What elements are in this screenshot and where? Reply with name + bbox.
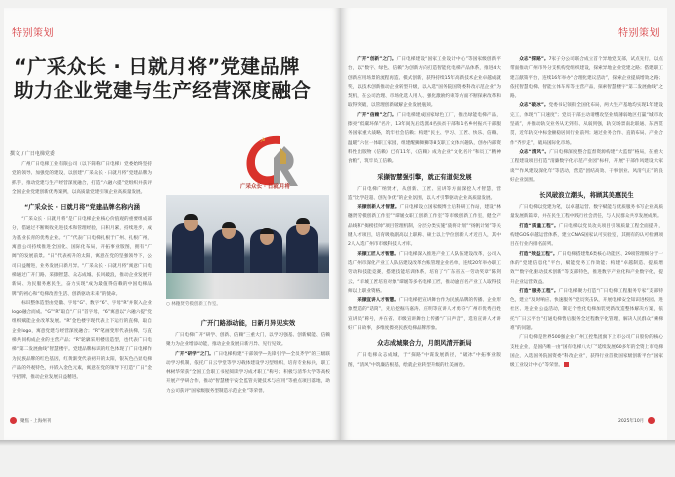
article-title [14, 55, 311, 103]
right-column-1: 广开“创新”之门。广日电梯建设“国家工业设计中心”等国家级创新平台，以“数字、绿色、信赖”为创新方向打造智能化电梯产品体系，推进4大创新应用场景的流程再造、模式创新，获得持续15年高新技术企业卓越成就奖，以技术创新推动企业转型升级，以入选“国务院国资委科改示范企业”为契机，在公司治理、市场化选人用人、强化激励约束等方面不断探索改革和取得突破，以管理创新破解企业发展瓶颈。 广开“信赖”之门。广日电梯建成国家绿色工厂，推出绿能电梯产品，擦亮“低碳环保”名片，13年间先后选派4名扶贫干部和1名乡村振兴干部服务国家重大战略，筑牢社会信赖；构建“民主、学习、工匠、快乐、信赖、温暖”六位一体职工家园，组建醒狮舞狮等8支职工文体兴趣队，创办内部资料性出版物《信赖》已有11年，《信赖》成为企业“文化名片”和员工“精神食粮”，筑牢员工信赖。 采撷智慧强引擎，就正有道促发展 广日电梯广纳贤才，从创新、工匠、宣讲等方面深挖人才智慧，营造“比学赶超、创先争优”的企业氛围，以人才引擎驱动企业高质量发展。 采撷创新人才智慧。广日电梯设立国家级博士后科研工作站，建设“林穗贤劳模创新工作室”“谭媛女职工创新工作室”等市级创新工作室，健全产品线和“揭榜挂帅”项目管理机制，分层分类实施“骁将计划”“扬帆计划”等关键人才项目，培育吸收副高以上职称、硕士以上学位创新人才近百人，其中2人入选广州市市级科技人才库。 采撷工匠人才智慧。广日电梯深入推进产业工人队伍建设改革，公司入选广州市深化产业工人队伍建设改革台账管理企业名单，连续20年举办职工劳动和技能竞赛，搭建技能培训体系，培育了“广东省五一劳动奖章”陈剑云、“羊城工匠培育对象”谭媛等多名电梯工匠，推动逾百名产业工人取得技师以上职业资格。 采撷宣讲人才智慧。广日电梯把宣讲舞台作为民族品牌的传播、企业形象塑造的“话筒”，先后挖掘马嘉涛、庄明等宣讲人才勇夺“广州市优秀百姓宣讲员”称号，并在省、市级宣讲舞台上传播“广日声音”，选育宣讲人才讲好广日故事，多维度擦亮民族电梯品牌形象。 众志成城聚合力，月朗风清开新局 广日电梯众志成城，于“探路”中谋发展新径，“破冰”中拓事业版图，“清风”中筑廉洁根基，绘就企业转型升级的壮美画卷。 [348, 57, 501, 368]
workshop-photo [166, 195, 329, 299]
section-heading: 采撷智慧强引擎，就正有道促发展 [377, 173, 472, 181]
footer-date: 2025年10月 [618, 419, 645, 424]
intro-paragraph: 广州广日电梯工业有限公司（以下简称广日电梯）党委始终坚持党的领导、加强党的建设，以创建“广采众长 · 日就月将”党建品牌为抓手，推动党建与生产经营深度融合，打造“六融六提”党组织并获评全国企业党建创新优秀案例，以高质量党建引领企业高质量发展。 [12, 162, 152, 195]
photo-caption: ○ 林穗贤劳模创新工作室。 [166, 302, 221, 307]
paragraph: 广开“研学”之门。广日电梯构建“干部领学—先锋引学—全员齐学”的三级联动学习机制，依托广日云学堂等学习载体建设学习型组织，培育专业标兵，职工林树华荣获“全国工会职工书屋阅读学习成才职工”称号；积极与清华大学等高校开展产学研合作，推动“智慧楼宇安全监管关键技术与应用”等重点项目落地，助力公司获评“国家级服务型制造示范企业”等荣誉。 [166, 351, 330, 394]
byline: 撰文 / 广日电梯党委 [10, 151, 55, 157]
title-line-2: 助力企业党建与生产经营深度融合 [14, 79, 312, 102]
section-heading: 长风破浪立潮头，将顾其美惠民生 [539, 192, 634, 200]
section-heading: “广采众长 · 日就月将”党建品牌名称内涵 [24, 204, 140, 212]
right-column-2: 众志“探路”。7家子分公司联合成立首个异地党支部，试点先行，以点带面推动广州市外分支机构党组织建设，探索异地企业党建之路；搭建职工建言献策平台，连续16年举办“合理化建议活动”，探索企业提质增效之路；依托智慧电梯、智能立体车库等主营产品，探索智慧楼宇“第二发展曲线”之路。 众志“破冰”。党委书记领衔全国化布局，两大生产基地均实现1年建设完工，体现“广日速度”；党员干部主动请缨攻坚业绩薄弱地区打赢“城市攻坚战”，并推动轨交业务从无到有、从弱到强，轨交场景南北联通、东西贯贯，近年轨交中标金额稳居同行业前列；通过业务合作、直销布局、产业合作“齐步走”，破局国际化市场。 众志“清风”。广日电梯深度整合监督资源构建“大监督”格局，在重大工程建设项目打造“清廉数字化示范产业园”标杆，开展“干部作风建设大家谈”“作风建设深化年”等活动，营造“团结高效、干事创业、风清气正”的良好企业氛围。 长风破浪立潮头，将顾其美惠民生 广日电梯以党建为笔，以卓越运营、数字赋能与优质服务书写企业高质量发展新篇章，并在民生工程中践行社会责任，与人民群众共享发展成果。 打造“质量工程”。广日电梯以党员攻关项目引领质量工程全面提升，构建GOS卓越运营体系，建立CNAS国家认可实验室，其拥有的认可检测项目在行业内排名前列。 打造“效益工程”。广日电梯搭建集6类核心功能区、29项管理细分于一体的“党建信息化”平台，赋能党务工作效能；构建“卓越制造、提质增效”“数字化驱动技术创新”等支部特色，推进数字产业化和产业数字化，提升企业运营效益。 打造“服务工程”。广日电梯聚力打造“广日电梯工程服务专家”支部特色，建立“及时响应、快速服务”党员突击队，开展电梯安全知识进校园、进社区、进企业公益活动，制定个性化电梯加装更新改造整体解决方案，依托“广日云平台”打通电梯售后服务全过程数字化管理，解决人民群众“乘梯难”的问题。 广日电梯是世界500强企业广州工控集团旗下上市公司广日股份的核心支柱企业，是国内唯一由“国有电梯八大厂”延续发展60多年的全资上市电梯国企，入选国务院国资委“科改企业”，获得行业首批国家级创新平台“国家级工业设计中心”等荣誉。 [510, 57, 664, 369]
paragraph: 广日电梯广开“研学、创新、信赖”三重大门，以学习强基、创新赋能、信赖聚力为企业增添动能，推动企业发展日新月异、见行见效。 [166, 333, 330, 348]
title-line-1: “广采众长 · 日就月将”党建品牌 [14, 55, 300, 78]
section-heading: 众志成城聚合力，月朗风清开新局 [377, 340, 472, 348]
left-column-1 [12, 160, 152, 383]
page-shadow [0, 440, 675, 446]
footer-dot-icon [648, 417, 655, 424]
logo-caption: 广采众长 · 日就月将 [240, 184, 290, 190]
end-mark-icon [564, 362, 569, 367]
footer-left: 聚焦 · 上海州刊 [20, 419, 52, 424]
footer-dot-icon [10, 417, 17, 424]
paragraph: 标识整体造型由党徽、字母“G”、数字“6”、字母“R”并嵌入企业logo融合而成。“G”“R”取自“广日”首字母，“6”寓意以“六融六提”党组织赋能企业改革发展。“R”金色楼宇现代表上下运行的直梯，取自企业logo，寓意党建与经营深度融合；“R”笔画变形代表扶梯，与直梯共同构成企业的主营产品；“R”轮廓采用楼房造型，也代表广日电梯“第二发展曲线”智慧楼宇。党建品牌标识的红色体现了广日电梯作为民族品牌的红色基因，红黄渐变代表初升的太阳，银灰色凸显电梯产品的外观特色，并嵌入金色元素，寓意在党的领导下打造“广日”金字招牌，推动企业发展日益精进。 [12, 300, 152, 381]
paragraph: “广采众长 · 日就月将”是广日电梯企业核心价值观的重要组成部分，借通过不断吸收先进技术和管理经验，日积月累，持续进步，成为基业长青的优秀企业。“广”代表广日电梯扎根于广州、扎根广州，寓意公司持续推进全国化、国际化布局，开拓事业版图，拥有“广阔”的发展前景。“日”代表初升的太阳，寓意在党的坚强领导下，公司日益精进，业务发展日新月异。“广采众长 · 日就月将”寓意广日电梯通过广开门路、采撷智慧、众志成城、长风破浪，推动企业发展开新局、为民服务惠民生，奋力实现“成为最值得信赖的中国电梯品牌”的初心和“电梯改善生活、创新驱动未来”的使命。 [12, 217, 152, 297]
section-label-right: 特别策划 [618, 28, 660, 39]
section-heading: 广开门路添动能，日新月异见实效 [200, 320, 296, 327]
section-label: 特别策划 [12, 28, 54, 39]
svg-text:☭: ☭ [260, 137, 266, 144]
left-column-2 [166, 313, 330, 396]
